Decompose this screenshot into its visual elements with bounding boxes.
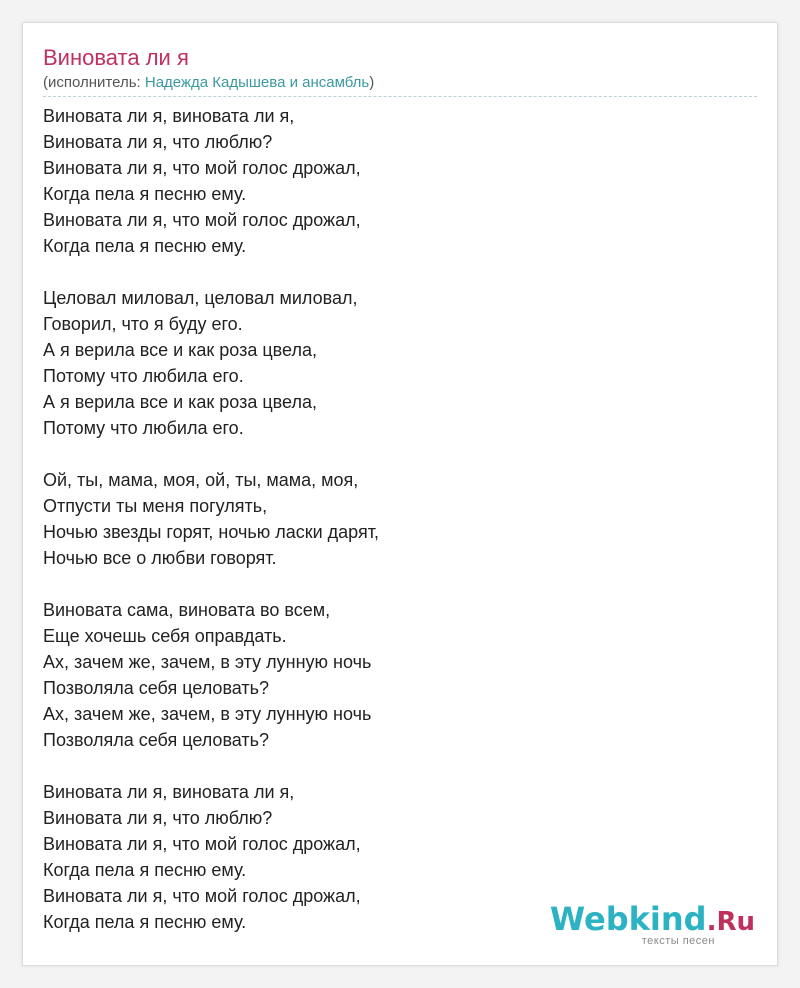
performer-prefix: (исполнитель: xyxy=(43,74,145,91)
lyric-line: Отпусти ты меня погулять, xyxy=(43,496,268,516)
lyrics-stanza xyxy=(43,103,743,259)
lyric-line: Виновата ли я, что люблю? xyxy=(43,132,273,152)
lyric-line: Ночью звезды горят, ночью ласки дарят, xyxy=(43,522,379,542)
lyric-line: Виновата ли я, что мой голос дрожал, xyxy=(43,834,361,854)
lyrics-card xyxy=(22,22,778,966)
lyrics-stanza xyxy=(43,285,743,441)
lyric-line: Виновата ли я, что мой голос дрожал, xyxy=(43,158,361,178)
lyric-line: Потому что любила его. xyxy=(43,418,244,438)
lyric-line: Виновата ли я, виновата ли я, xyxy=(43,782,295,802)
lyric-line: Виновата ли я, что мой голос дрожал, xyxy=(43,886,361,906)
lyric-line: Позволяла себя целовать? xyxy=(43,678,270,698)
performer-line xyxy=(43,73,374,93)
lyric-line: Виновата ли я, что люблю? xyxy=(43,808,273,828)
lyric-line: Целовал миловал, целовал миловал, xyxy=(43,288,358,308)
webkind-watermark xyxy=(549,900,755,947)
webkind-logo-tld: .Ru xyxy=(706,907,755,937)
lyric-line: Ах, зачем же, зачем, в эту лунную ночь xyxy=(43,652,372,672)
lyric-line: Виновата ли я, что мой голос дрожал, xyxy=(43,210,361,230)
lyric-line: Когда пела я песню ему. xyxy=(43,236,247,256)
performer-suffix: ) xyxy=(369,74,375,91)
lyric-line: Ой, ты, мама, моя, ой, ты, мама, моя, xyxy=(43,470,359,490)
webkind-tagline: тексты песен xyxy=(641,935,715,947)
lyrics-stanza xyxy=(43,597,743,753)
lyric-line: Еще хочешь себя оправдать. xyxy=(43,626,287,646)
lyrics-stanza xyxy=(43,467,743,571)
lyric-line: Ах, зачем же, зачем, в эту лунную ночь xyxy=(43,704,372,724)
webkind-logo-name: Webkind xyxy=(549,900,707,938)
divider xyxy=(43,96,757,97)
lyrics-body xyxy=(43,103,743,961)
lyric-line: Виновата ли я, виновата ли я, xyxy=(43,106,295,126)
lyric-line: А я верила все и как роза цвела, xyxy=(43,392,317,412)
lyric-line: Виновата сама, виновата во всем, xyxy=(43,600,331,620)
lyric-line: А я верила все и как роза цвела, xyxy=(43,340,317,360)
lyric-line: Когда пела я песню ему. xyxy=(43,912,247,932)
lyric-line: Позволяла себя целовать? xyxy=(43,730,270,750)
lyric-line: Когда пела я песню ему. xyxy=(43,860,247,880)
performer-link[interactable]: Надежда Кадышева и ансамбль xyxy=(144,74,370,91)
lyric-line: Когда пела я песню ему. xyxy=(43,184,247,204)
lyric-line: Говорил, что я буду его. xyxy=(43,314,243,334)
lyric-line: Потому что любила его. xyxy=(43,366,244,386)
lyric-line: Ночью все о любви говорят. xyxy=(43,548,277,568)
song-title: Виновата ли я xyxy=(43,45,189,70)
webkind-logo xyxy=(549,900,755,938)
